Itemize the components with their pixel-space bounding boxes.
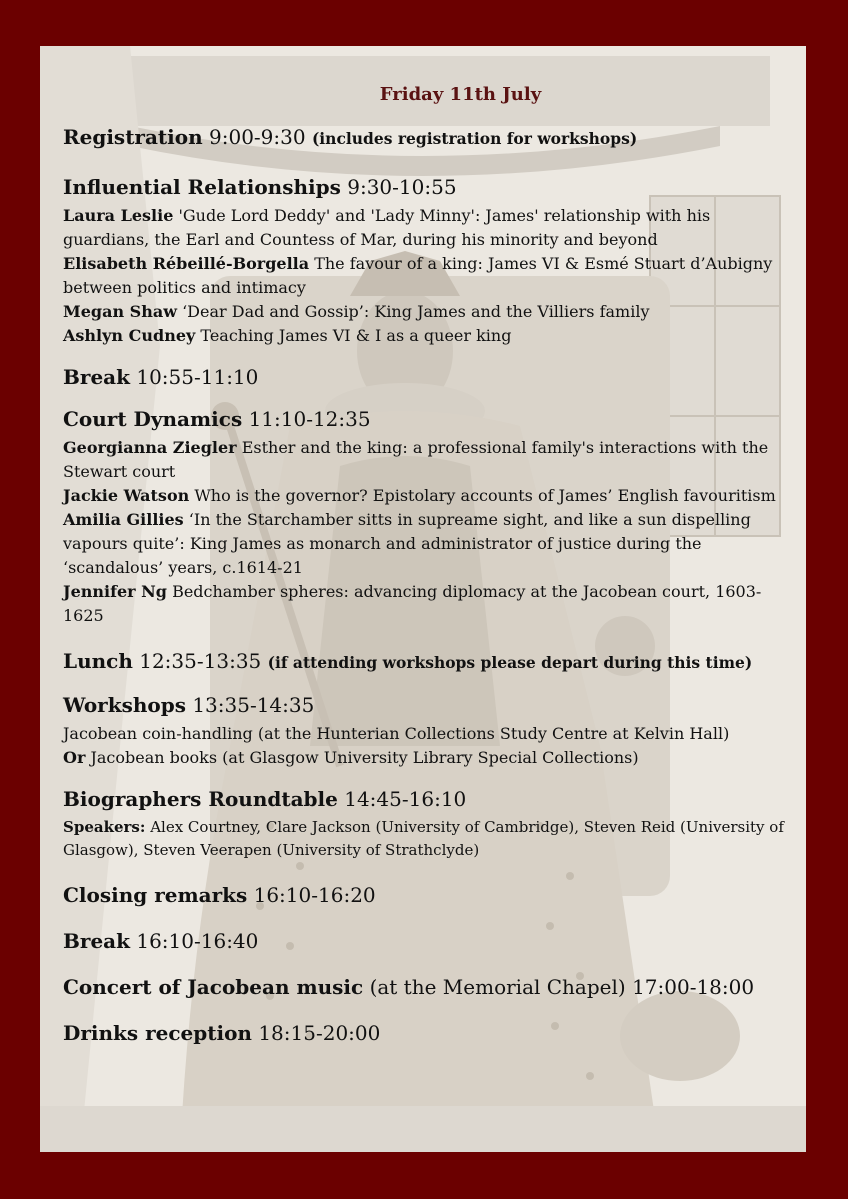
session-court-dynamics — [63, 406, 788, 628]
session-drinks-reception — [63, 1020, 788, 1046]
workshop-option — [63, 746, 788, 770]
talk-item — [63, 324, 788, 348]
session-name: Court Dynamics — [63, 407, 243, 431]
session-heading — [63, 124, 788, 152]
session-name: Closing remarks — [63, 883, 248, 907]
speakers-list: Alex Courtney, Clare Jackson (University of Cambridge), Steven Reid (University of Glasgow), Steven Veerapen (University of Strathclyde) — [63, 818, 784, 859]
talk-item — [63, 580, 788, 628]
session-name: Concert of Jacobean music — [63, 975, 364, 999]
session-workshops — [63, 692, 788, 770]
session-biographers-roundtable — [63, 786, 788, 862]
talk-speaker: Elisabeth Rébeillé-Borgella — [63, 254, 310, 273]
session-concert — [63, 974, 788, 1000]
session-registration — [63, 124, 788, 152]
session-heading — [63, 928, 788, 954]
session-time: 9:30-10:55 — [347, 175, 457, 199]
talk-title: 'Gude Lord Deddy' and 'Lady Minny': James' relationship with his guardians, the Earl and Countess of Mar, during his minority and beyond — [63, 206, 711, 249]
session-heading — [63, 692, 788, 718]
session-lunch — [63, 648, 788, 676]
session-heading — [63, 648, 788, 676]
session-heading — [63, 786, 788, 812]
roundtable-speakers — [63, 816, 788, 862]
session-break-morning — [63, 364, 788, 390]
session-name: Break — [63, 365, 130, 389]
talk-item — [63, 484, 788, 508]
session-time: 16:10-16:40 — [136, 929, 259, 953]
session-name: Drinks reception — [63, 1021, 252, 1045]
workshop-or-label: Or — [63, 748, 86, 767]
session-time: 13:35-14:35 — [192, 693, 315, 717]
talk-item — [63, 508, 788, 580]
session-note: (includes registration for workshops) — [311, 129, 638, 148]
session-name: Biographers Roundtable — [63, 787, 338, 811]
programme-page — [40, 46, 806, 1152]
session-time: 12:35-13:35 — [139, 649, 262, 673]
session-heading — [63, 364, 788, 390]
session-time: 17:00-18:00 — [632, 975, 755, 999]
talk-speaker: Jennifer Ng — [63, 582, 167, 601]
session-name: Workshops — [63, 693, 186, 717]
workshop-option: Jacobean coin-handling (at the Hunterian Collections Study Centre at Kelvin Hall) — [63, 724, 730, 743]
talk-title: Teaching James VI & I as a queer king — [200, 326, 512, 345]
workshop-option-text: Jacobean books (at Glasgow University Library Special Collections) — [90, 748, 639, 767]
session-time: 10:55-11:10 — [136, 365, 259, 389]
talk-item — [63, 204, 788, 252]
talk-speaker: Megan Shaw — [63, 302, 177, 321]
session-name: Break — [63, 929, 130, 953]
talk-item — [63, 252, 788, 300]
talk-speaker: Jackie Watson — [63, 486, 190, 505]
session-heading — [63, 174, 788, 200]
talk-speaker: Ashlyn Cudney — [63, 326, 196, 345]
session-heading — [63, 1020, 788, 1046]
day-title: Friday 11th July — [379, 84, 542, 105]
talk-title: Bedchamber spheres: advancing diplomacy at the Jacobean court, 1603-1625 — [63, 582, 762, 625]
talk-speaker: Georgianna Ziegler — [63, 438, 237, 457]
session-time: 18:15-20:00 — [258, 1021, 381, 1045]
talk-title: The favour of a king: James VI & Esmé Stuart d’Aubigny between politics and intimacy — [63, 254, 773, 297]
session-heading — [63, 882, 788, 908]
session-note: (if attending workshops please depart during this time) — [267, 653, 753, 672]
programme-content — [63, 84, 788, 1060]
session-time: 16:10-16:20 — [253, 883, 376, 907]
talk-title: Esther and the king: a professional family's interactions with the Stewart court — [63, 438, 769, 481]
session-venue: (at the Memorial Chapel) — [369, 975, 626, 999]
session-time: 9:00-9:30 — [209, 125, 306, 149]
session-heading — [63, 974, 788, 1000]
talk-speaker: Laura Leslie — [63, 206, 174, 225]
talk-title: ‘Dear Dad and Gossip’: King James and the Villiers family — [182, 302, 650, 321]
session-time: 14:45-16:10 — [344, 787, 467, 811]
session-closing-remarks — [63, 882, 788, 908]
talk-speaker: Amilia Gillies — [63, 510, 184, 529]
session-name: Lunch — [63, 649, 133, 673]
talk-item — [63, 300, 788, 324]
talk-title: Who is the governor? Epistolary accounts of James’ English favouritism — [194, 486, 776, 505]
session-time: 11:10-12:35 — [248, 407, 371, 431]
session-heading — [63, 406, 788, 432]
session-name: Registration — [63, 125, 203, 149]
talk-item — [63, 436, 788, 484]
session-break-afternoon — [63, 928, 788, 954]
session-influential-relationships — [63, 174, 788, 348]
talk-title: ‘In the Starchamber sitts in supreame sight, and like a sun dispelling vapours quite’: King James as monarch and administrator of justice during the ‘scandalous’ years, c.1614-21 — [63, 510, 751, 577]
speakers-label: Speakers: — [63, 818, 146, 836]
session-name: Influential Relationships — [63, 175, 341, 199]
